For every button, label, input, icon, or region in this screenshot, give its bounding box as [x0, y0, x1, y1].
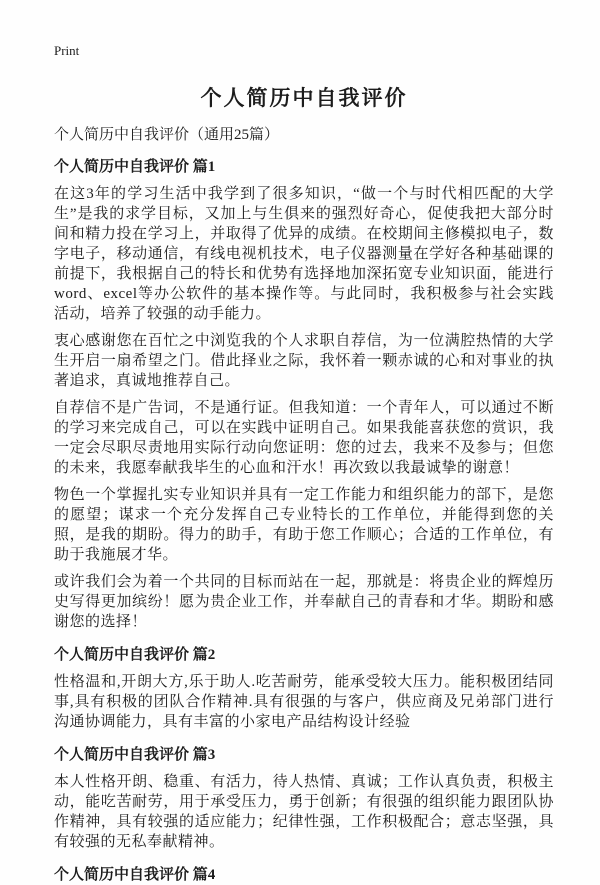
- paragraph: 物色一个掌握扎实专业知识并具有一定工作能力和组织能力的部下，是您的愿望；谋求一个充分发挥自己专业特长的工作单位，并能得到您的关照，是我的期盼。得力的助手，有助于您工作顺心；合适的工作单位，有助于我施展才华。: [54, 487, 554, 563]
- page-title: 个人简历中自我评价: [200, 86, 408, 110]
- document-body: [54, 157, 554, 885]
- page-subtitle: 个人简历中自我评价（通用25篇）: [54, 127, 280, 143]
- section-heading: 个人简历中自我评价 篇3: [54, 747, 216, 763]
- paragraph: 在这3年的学习生活中我学到了很多知识，“做一个与时代相匹配的大学生”是我的求学目标，又加上与生俱来的强烈好奇心，促使我把大部分时间和精力投在学习上，并取得了优异的成绩。在校期间主修模拟电子，数字电子，移动通信，有线电视机技术，电子仪器测量在学好各种基础课的前提下，我根据自己的特长和优势有选择地加深拓宽专业知识面，能进行word、excel等办公软件的基本操作等。与此同时，我积极参与社会实践活动，培养了较强的动手能力。: [54, 186, 554, 322]
- paragraph: 性格温和,开朗大方,乐于助人.吃苦耐劳，能承受较大压力。能积极团结同事,具有积极的团队合作精神.具有很强的与客户，供应商及兄弟部门进行沟通协调能力，具有丰富的小家电产品结构设计经验: [54, 674, 554, 730]
- print-link[interactable]: Print: [54, 43, 80, 58]
- paragraph: 本人性格开朗、稳重、有活力，待人热情、真诚；工作认真负责，积极主动，能吃苦耐劳，用于承受压力，勇于创新；有很强的组织能力跟团队协作精神，具有较强的适应能力；纪律性强，工作积极配合；意志坚强，具有较强的无私奉献精神。: [54, 774, 554, 850]
- paragraph: 自荐信不是广告词，不是通行证。但我知道：一个青年人，可以通过不断的学习来完成自己，可以在实践中证明自己。如果我能喜获您的赏识，我一定会尽职尽责地用实际行动向您证明：您的过去，我来不及参与；但您的未来，我愿奉献我毕生的心血和汗水！再次致以我最诚挚的谢意！: [54, 400, 554, 476]
- section-heading: 个人简历中自我评价 篇1: [54, 159, 216, 175]
- section-heading: 个人简历中自我评价 篇2: [54, 647, 216, 663]
- paragraph: 或许我们会为着一个共同的目标而站在一起，那就是：将贵企业的辉煌历史写得更加缤纷！愿为贵企业工作，并奉献自己的青春和才华。期盼和感谢您的选择！: [54, 574, 554, 630]
- paragraph: 衷心感谢您在百忙之中浏览我的个人求职自荐信，为一位满腔热情的大学生开启一扇希望之门。借此择业之际，我怀着一颗赤诚的心和对事业的执著追求，真诚地推荐自己。: [54, 333, 554, 389]
- section-heading: 个人简历中自我评价 篇4: [54, 867, 216, 883]
